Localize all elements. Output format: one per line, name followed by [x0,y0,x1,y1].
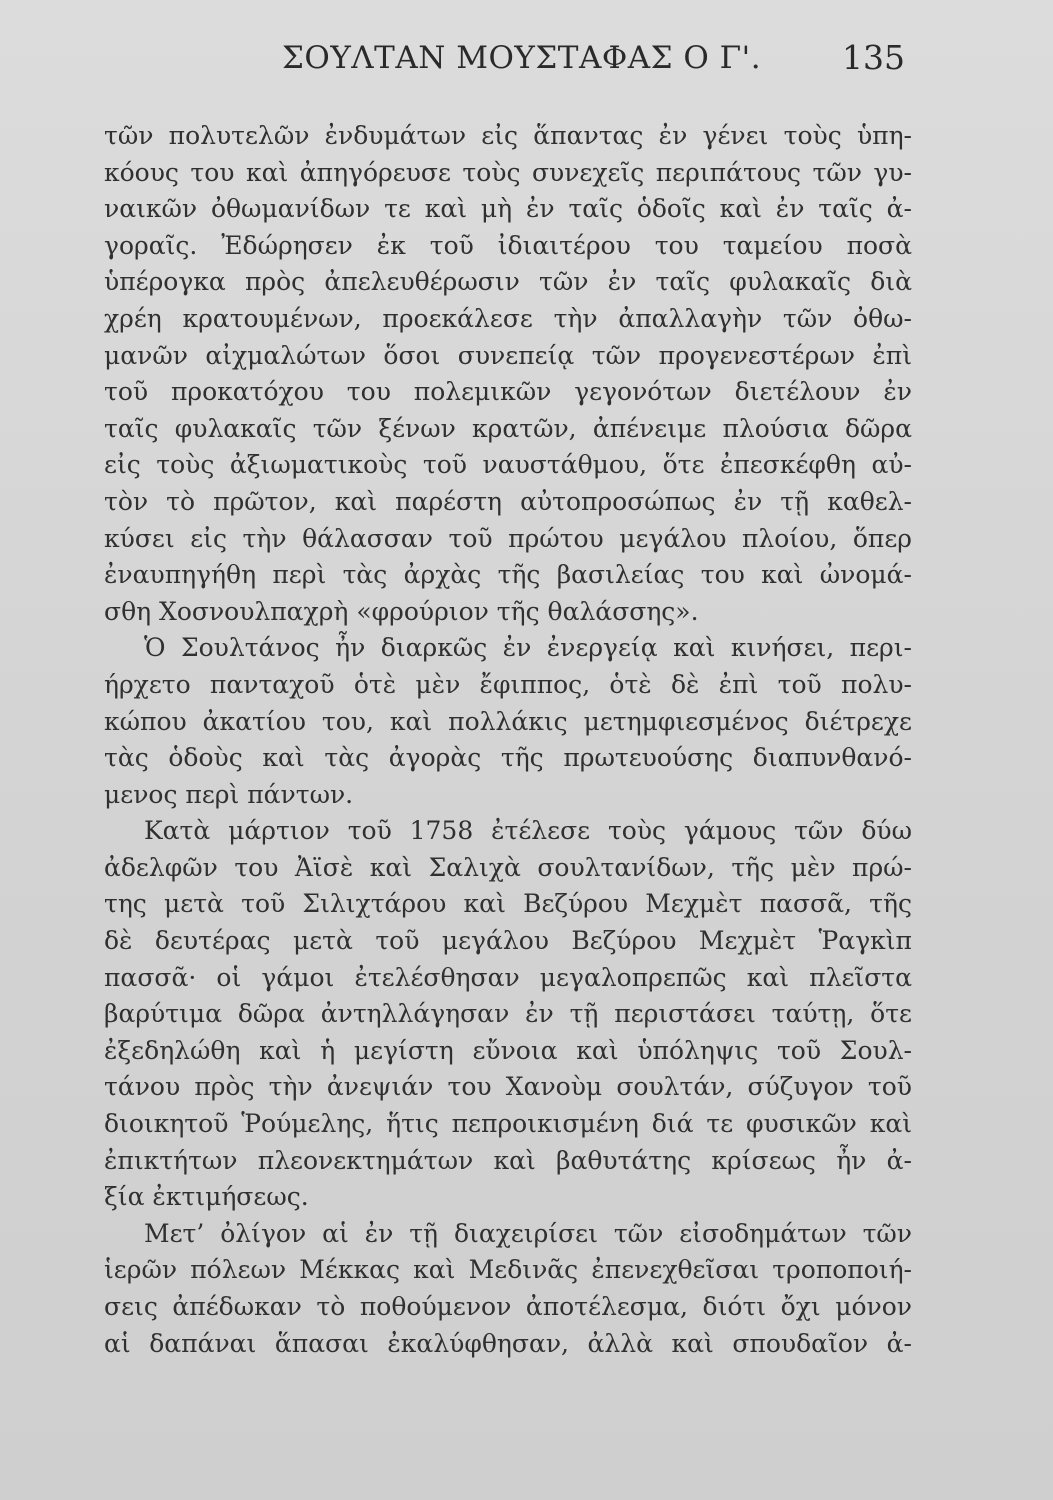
text-line: τὸν τὸ πρῶτον, καὶ παρέστη αὐτοπροσώπως ἐν τῇ καθελ- [104,486,912,516]
text-line: τὰς ὁδοὺς καὶ τὰς ἀγορὰς τῆς πρωτευούσης διαπυνθανό- [104,743,912,773]
text-line: σθη Χοσνουλπαχρὴ «φρούριον τῆς θαλάσσης». [104,596,699,626]
text-line: Μετ’ ὀλίγον αἱ ἐν τῇ διαχειρίσει τῶν εἰσοδημάτων τῶν [144,1218,912,1248]
text-line: ὑπέρογκα πρὸς ἀπελευθέρωσιν τῶν ἐν ταῖς φυλακαῖς διὰ [104,267,912,297]
text-line: ταῖς φυλακαῖς τῶν ξένων κρατῶν, ἀπένειμε πλούσια δῶρα [104,413,912,443]
page-number: 135 [842,38,905,77]
text-line: κόους του καὶ ἀπηγόρευσε τοὺς συνεχεῖς περιπάτους τῶν γυ- [104,157,912,187]
text-line: ἐξεδηλώθη καὶ ἡ μεγίστη εὔνοια καὶ ὑπόληψις τοῦ Σουλ- [104,1035,912,1065]
text-line: κύσει εἰς τὴν θάλασσαν τοῦ πρώτου μεγάλου πλοίου, ὅπερ [104,523,912,553]
text-line: μανῶν αἰχμαλώτων ὅσοι συνεπείᾳ τῶν προγενεστέρων ἐπὶ [104,340,912,370]
text-line: βαρύτιμα δῶρα ἀντηλλάγησαν ἐν τῇ περιστάσει ταύτῃ, ὅτε [104,999,912,1029]
running-title: ΣΟΥΛΤΑΝ ΜΟΥΣΤΑΦΑΣ Ο Γ'. [282,40,762,76]
text-line: ἐπικτήτων πλεονεκτημάτων καὶ βαθυτάτης κρίσεως ἦν ἀ- [104,1145,912,1175]
text-line: Ὁ Σουλτάνος ἦν διαρκῶς ἐν ἐνεργείᾳ καὶ κινήσει, περι- [144,633,912,663]
text-line: τῶν πολυτελῶν ἐνδυμάτων εἰς ἅπαντας ἐν γένει τοὺς ὑπη- [104,121,912,150]
text-line: μενος περὶ πάντων. [104,779,354,809]
text-line: Κατὰ μάρτιον τοῦ 1758 ἐτέλεσε τοὺς γάμους τῶν δύω [144,816,912,846]
text-line: γοραῖς. Ἐδώρησεν ἐκ τοῦ ἰδιαιτέρου του ταμείου ποσὰ [104,230,912,260]
text-line: κώπου ἀκατίου του, καὶ πολλάκις μετημφιεσμένος διέτρεχε [104,706,912,736]
text-line: ξία ἐκτιμήσεως. [104,1182,309,1212]
text-line: εἰς τοὺς ἀξιωματικοὺς τοῦ ναυστάθμου, ὅτε ἐπεσκέφθη αὐ- [104,450,912,480]
text-line: ήρχετο πανταχοῦ ὁτὲ μὲν ἔφιππος, ὁτὲ δὲ ἐπὶ τοῦ πολυ- [104,669,912,699]
text-line: ἐναυπηγήθη περὶ τὰς ἀρχὰς τῆς βασιλείας του καὶ ὠνομά- [104,560,912,590]
text-line: πασσᾶ· οἱ γάμοι ἐτελέσθησαν μεγαλοπρεπῶς καὶ πλεῖστα [104,962,912,992]
text-line: της μετὰ τοῦ Σιλιχτάρου καὶ Βεζύρου Μεχμὲτ πασσᾶ, τῆς [104,889,912,919]
running-head [0,40,1053,80]
text-line: ἀδελφῶν του Ἀϊσὲ καὶ Σαλιχὰ σουλτανίδων, τῆς μὲν πρώ- [104,852,912,882]
text-line: ναικῶν ὀθωμανίδων τε καὶ μὴ ἐν ταῖς ὁδοῖς καὶ ἐν ταῖς ἀ- [104,194,912,224]
text-line: τάνου πρὸς τὴν ἀνεψιάν του Χανοὺμ σουλτάν, σύζυγον τοῦ [104,1072,912,1102]
text-line: σεις ἀπέδωκαν τὸ ποθούμενον ἀποτέλεσμα, διότι ὄχι μόνον [104,1292,912,1321]
text-line: χρέη κρατουμένων, προεκάλεσε τὴν ἀπαλλαγὴν τῶν ὀθω- [104,303,912,333]
text-line: τοῦ προκατόχου του πολεμικῶν γεγονότων διετέλουν ἐν [104,377,912,407]
text-line: αἱ δαπάναι ἅπασαι ἐκαλύφθησαν, ἀλλὰ καὶ σπουδαῖον ἀ- [104,1328,912,1358]
text-line: διοικητοῦ Ῥούμελης, ἥτις πεπροικισμένη διά τε φυσικῶν καὶ [104,1109,912,1139]
body-text [104,118,912,1362]
text-line: ἱερῶν πόλεων Μέκκας καὶ Μεδινᾶς ἐπενεχθεῖσαι τροποποιή- [104,1255,912,1285]
text-line: δὲ δευτέρας μετὰ τοῦ μεγάλου Βεζύρου Μεχμὲτ Ῥαγκὶπ [104,926,912,956]
